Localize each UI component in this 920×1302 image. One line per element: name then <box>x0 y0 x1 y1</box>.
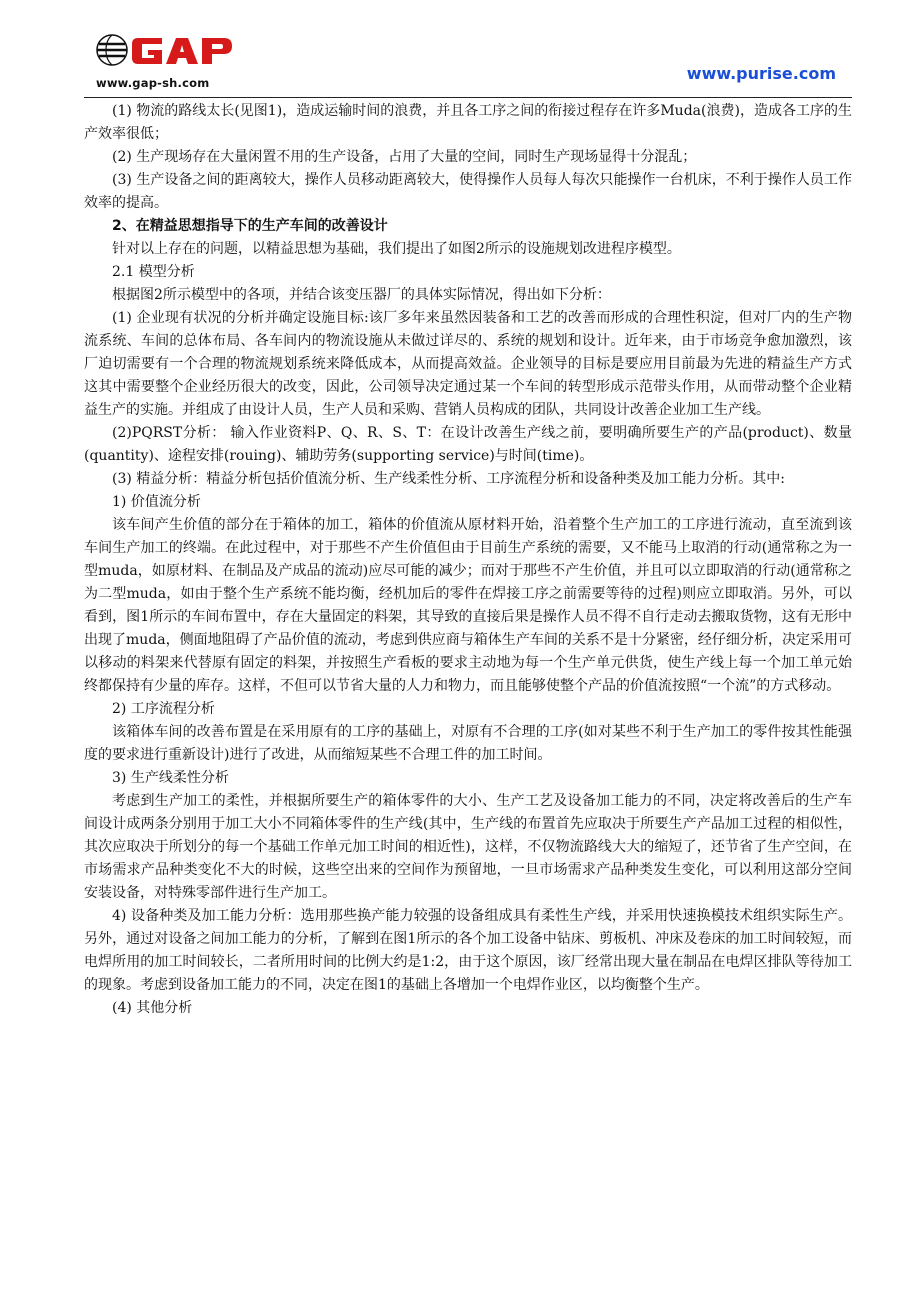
paragraph: 考虑到生产加工的柔性，并根据所要生产的箱体零件的大小、生产工艺及设备加工能力的不同，决定将改善后的生产车间设计成两条分别用于加工大小不同箱体零件的生产线(其中，生产线的布置首先应取决于所要生产产品加工过程的相似性，其次应取决于所划分的每一个基础工作单元加工时间的相近性)，这样，不仅物流路线大大的缩短了，还节省了生产空间，在市场需求产品种类变化不大的时候，这些空出来的空间作为预留地，一旦市场需求产品种类发生变化，可以利用这部分空间安装设备，对特殊零部件进行生产加工。 <box>84 793 852 901</box>
site-url-link[interactable]: www.purise.com <box>686 64 836 83</box>
item-heading: 3) 生产线柔性分析 <box>112 770 229 786</box>
paragraph: (2) 生产现场存在大量闲置不用的生产设备，占用了大量的空间，同时生产现场显得十分混乱； <box>112 149 697 165</box>
paragraph: (2)PQRST分析： 输入作业资料P、Q、R、S、T：在设计改善生产线之前，要明确所要生产的产品(product)、数量(quantity)、途程安排(rouing)、辅助劳务(supporting service)与时间(time)。 <box>84 425 852 464</box>
item-heading: 2) 工序流程分析 <box>112 701 215 717</box>
section-heading: 2、在精益思想指导下的生产车间的改善设计 <box>112 218 388 234</box>
item-heading: 1) 价值流分析 <box>112 494 201 510</box>
paragraph: (3) 精益分析：精益分析包括价值流分析、生产线柔性分析、工序流程分析和设备种类及加工能力分析。其中: <box>112 471 785 487</box>
page-header <box>0 0 920 100</box>
logo-url-text: www.gap-sh.com <box>96 76 210 90</box>
paragraph: (1) 企业现有状况的分析并确定设施目标:该厂多年来虽然因装备和工艺的改善而形成的合理性积淀，但对厂内的生产物流系统、车间的总体布局、各车间内的物流设施从未做过详尽的、系统的规划和设计。近年来，由于市场竞争愈加激烈，该厂迫切需要有一个合理的物流规划系统来降低成本，从而提高效益。企业领导的目标是要应用目前最为先进的精益生产方式这其中需要整个企业经历很大的改变，因此，公司领导决定通过某一个车间的转型形成示范带头作用，从而带动整个企业精益生产的实施。并组成了由设计人员，生产人员和采购、营销人员构成的团队，共同设计改善企业加工生产线。 <box>84 310 852 418</box>
paragraph: 根据图2所示模型中的各项，并结合该变压器厂的具体实际情况，得出如下分析： <box>112 287 611 303</box>
header-divider <box>84 97 852 98</box>
paragraph: 该箱体车间的改善布置是在采用原有的工序的基础上，对原有不合理的工序(如对某些不利于生产加工的零件按其性能强度的要求进行重新设计)进行了改进，从而缩短某些不合理工件的加工时间。 <box>84 724 852 763</box>
paragraph: 该车间产生价值的部分在于箱体的加工，箱体的价值流从原材料开始，沿着整个生产加工的工序进行流动，直至流到该车间生产加工的终端。在此过程中，对于那些不产生价值但由于目前生产系统的需要，又不能马上取消的行动(通常称之为一型muda，如原材料、在制品及产成品的流动)应尽可能的减少；而对于那些不产生价值，并且可以立即取消的行动(通常称之为二型muda，如由于整个生产系统不能均衡，经机加后的零件在焊接工序之前需要等待的过程)则应立即取消。另外，可以看到，图1所示的车间布置中，存在大量固定的料架，其导致的直接后果是操作人员不得不自行走动去搬取货物，这有无形中出现了muda，侧面地阻碍了产品价值的流动，考虑到供应商与箱体生产车间的关系不是十分紧密，经仔细分析，决定采用可以移动的料架来代替原有固定的料架，并按照生产看板的要求主动地为每一个生产单元供货，使生产线上每一个加工单元始终都保持有少量的库存。这样，不但可以节省大量的人力和物力，而且能够使整个产品的价值流按照“一个流”的方式移动。 <box>84 517 852 694</box>
subsection-heading: 2.1 模型分析 <box>112 264 195 280</box>
paragraph: 4) 设备种类及加工能力分析：选用那些换产能力较强的设备组成具有柔性生产线，并采用快速换模技术组织实际生产。另外，通过对设备之间加工能力的分析，了解到在图1所示的各个加工设备中钻床、剪板机、冲床及卷床的加工时间较短，而电焊所用的加工时间较长，二者所用时间的比例大约是1:2，由于这个原因，该厂经常出现大量在制品在电焊区排队等待加工的现象。考虑到设备加工能力的不同，决定在图1的基础上各增加一个电焊作业区，以均衡整个生产。 <box>84 908 852 993</box>
article-body <box>84 100 852 1020</box>
gap-logo-icon <box>92 28 244 78</box>
paragraph: (1) 物流的路线太长(见图1)，造成运输时间的浪费，并且各工序之间的衔接过程存在许多Muda(浪费)，造成各工序的生产效率很低； <box>84 103 852 142</box>
paragraph: (3) 生产设备之间的距离较大，操作人员移动距离较大，使得操作人员每人每次只能操作一台机床，不利于操作人员工作效率的提高。 <box>84 172 852 211</box>
paragraph: 针对以上存在的问题，以精益思想为基础，我们提出了如图2所示的设施规划改进程序模型。 <box>112 241 681 257</box>
item-heading: (4) 其他分析 <box>112 1000 193 1016</box>
